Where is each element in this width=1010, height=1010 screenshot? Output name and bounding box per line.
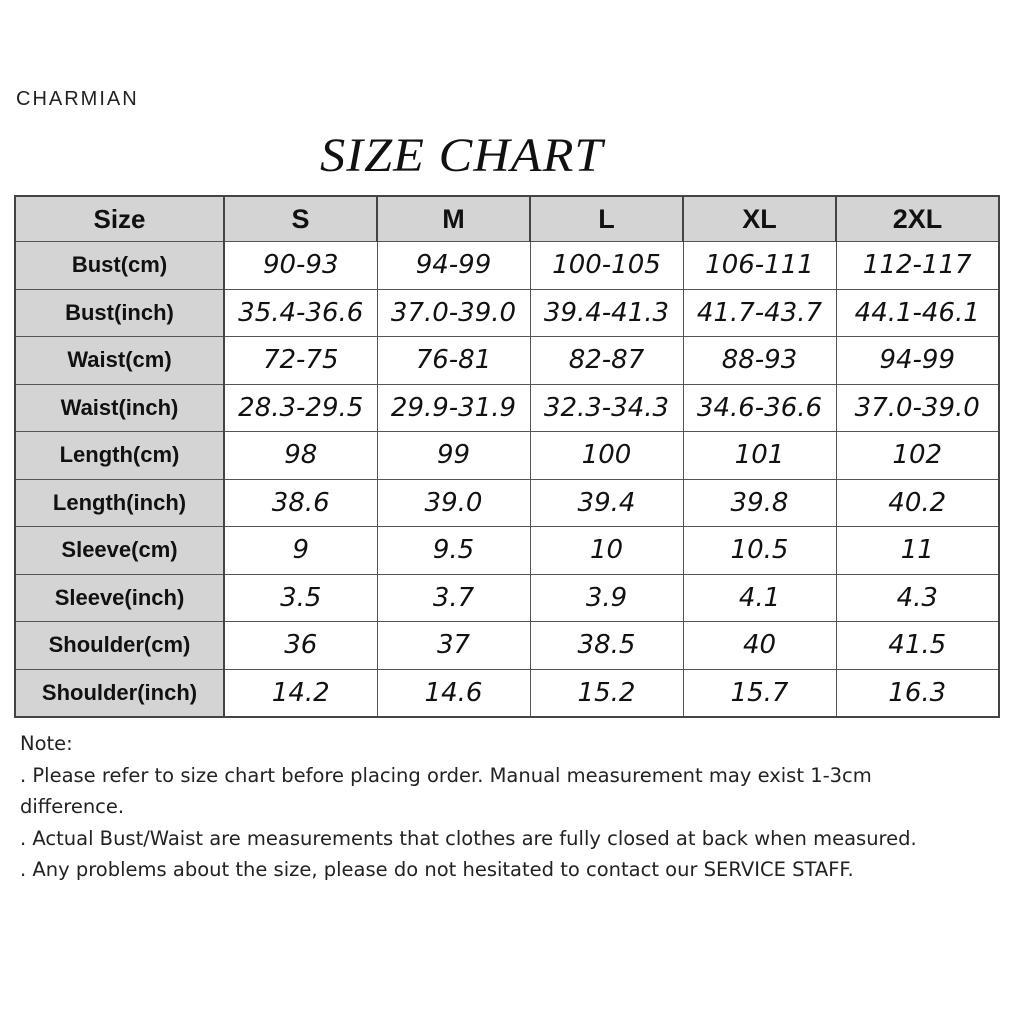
header-size-2xl: 2XL: [836, 196, 999, 242]
table-cell: 101: [683, 432, 836, 480]
header-size-m: M: [377, 196, 530, 242]
table-cell: 102: [836, 432, 999, 480]
row-label: Bust(cm): [15, 242, 224, 290]
table-row: [15, 242, 999, 290]
table-cell: 16.3: [836, 669, 999, 717]
table-cell: 98: [224, 432, 377, 480]
table-cell: 39.4-41.3: [530, 289, 683, 337]
table-cell: 39.0: [377, 479, 530, 527]
table-row: [15, 622, 999, 670]
table-cell: 40.2: [836, 479, 999, 527]
table-cell: 9: [224, 527, 377, 575]
table-cell: 41.7-43.7: [683, 289, 836, 337]
table-cell: 3.9: [530, 574, 683, 622]
table-cell: 34.6-36.6: [683, 384, 836, 432]
table-row: [15, 479, 999, 527]
row-label: Sleeve(cm): [15, 527, 224, 575]
table-cell: 15.7: [683, 669, 836, 717]
table-cell: 10.5: [683, 527, 836, 575]
row-label: Sleeve(inch): [15, 574, 224, 622]
notes-section: [20, 728, 995, 886]
row-label: Waist(cm): [15, 337, 224, 385]
row-label: Length(cm): [15, 432, 224, 480]
note-line: difference.: [20, 795, 125, 818]
table-cell: 39.8: [683, 479, 836, 527]
table-cell: 14.6: [377, 669, 530, 717]
table-row: [15, 574, 999, 622]
table-cell: 100: [530, 432, 683, 480]
table-cell: 37.0-39.0: [836, 384, 999, 432]
table-cell: 3.7: [377, 574, 530, 622]
header-size-label: Size: [15, 196, 224, 242]
table-cell: 82-87: [530, 337, 683, 385]
table-row: [15, 289, 999, 337]
row-label: Shoulder(inch): [15, 669, 224, 717]
table-row: [15, 527, 999, 575]
table-cell: 36: [224, 622, 377, 670]
table-cell: 40: [683, 622, 836, 670]
header-size-s: S: [224, 196, 377, 242]
table-cell: 88-93: [683, 337, 836, 385]
table-cell: 76-81: [377, 337, 530, 385]
table-cell: 37.0-39.0: [377, 289, 530, 337]
table-cell: 72-75: [224, 337, 377, 385]
size-chart-table: [14, 195, 1000, 718]
table-cell: 9.5: [377, 527, 530, 575]
table-row: [15, 432, 999, 480]
header-size-l: L: [530, 196, 683, 242]
table-cell: 112-117: [836, 242, 999, 290]
table-cell: 41.5: [836, 622, 999, 670]
notes-heading: Note:: [20, 732, 73, 755]
row-label: Waist(inch): [15, 384, 224, 432]
table-cell: 29.9-31.9: [377, 384, 530, 432]
table-cell: 37: [377, 622, 530, 670]
table-cell: 4.1: [683, 574, 836, 622]
row-label: Shoulder(cm): [15, 622, 224, 670]
table-cell: 44.1-46.1: [836, 289, 999, 337]
table-cell: 4.3: [836, 574, 999, 622]
table-cell: 3.5: [224, 574, 377, 622]
table-cell: 100-105: [530, 242, 683, 290]
row-label: Length(inch): [15, 479, 224, 527]
table-row: [15, 384, 999, 432]
table-cell: 90-93: [224, 242, 377, 290]
header-size-xl: XL: [683, 196, 836, 242]
table-cell: 14.2: [224, 669, 377, 717]
table-cell: 15.2: [530, 669, 683, 717]
table-cell: 99: [377, 432, 530, 480]
table-row: [15, 337, 999, 385]
table-cell: 32.3-34.3: [530, 384, 683, 432]
row-label: Bust(inch): [15, 289, 224, 337]
table-cell: 106-111: [683, 242, 836, 290]
note-line: . Please refer to size chart before placing order. Manual measurement may exist 1-3cm: [20, 763, 872, 787]
header-row: [15, 196, 999, 242]
brand-logo: CHARMIAN: [16, 88, 139, 110]
table-cell: 38.6: [224, 479, 377, 527]
table-cell: 11: [836, 527, 999, 575]
table-cell: 94-99: [836, 337, 999, 385]
note-line: . Actual Bust/Waist are measurements that clothes are fully closed at back when measured.: [20, 826, 917, 850]
note-line: . Any problems about the size, please do not hesitated to contact our SERVICE STAFF.: [20, 858, 854, 881]
page-title: SIZE CHART: [320, 129, 604, 182]
table-cell: 94-99: [377, 242, 530, 290]
table-row: [15, 669, 999, 717]
table-cell: 10: [530, 527, 683, 575]
table-cell: 35.4-36.6: [224, 289, 377, 337]
table-cell: 39.4: [530, 479, 683, 527]
table-cell: 38.5: [530, 622, 683, 670]
table-cell: 28.3-29.5: [224, 384, 377, 432]
